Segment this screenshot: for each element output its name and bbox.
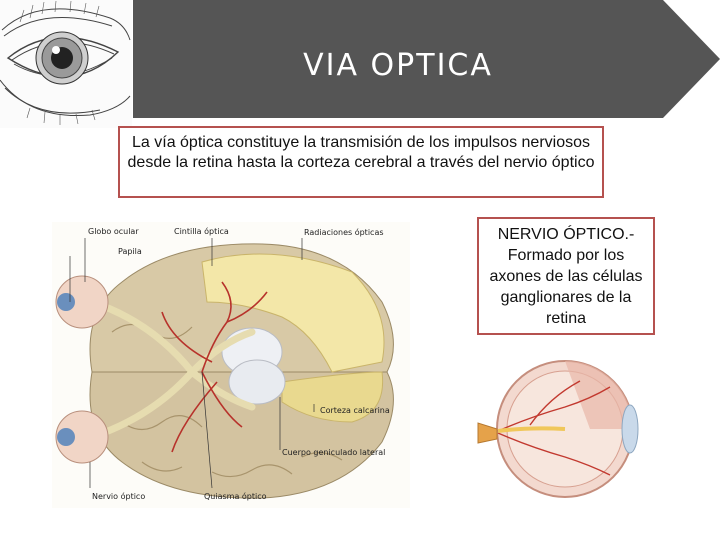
label-radiaciones-opticas: Radiaciones ópticas xyxy=(304,228,384,237)
definition-text: La vía óptica constituye la transmisión de los impulsos nerviosos desde la retina hasta la corteza cerebral a través del nervio óptico xyxy=(127,134,595,171)
label-quiasma-optico: Quiasma óptico xyxy=(204,492,267,501)
page-title: VIA OPTICA xyxy=(303,47,493,83)
definition-box xyxy=(118,126,604,198)
label-cintilla-optica: Cintilla óptica xyxy=(174,227,229,236)
optic-nerve-text: NERVIO ÓPTICO.- Formado por los axones de las células ganglionares de la retina xyxy=(489,226,643,327)
label-nervio-optico: Nervio óptico xyxy=(92,492,146,501)
label-globo-ocular: Globo ocular xyxy=(88,227,139,236)
brain-illustration xyxy=(52,222,410,508)
label-cuerpo-geniculado: Cuerpo geniculado lateral xyxy=(282,448,386,457)
label-papila: Papila xyxy=(118,247,142,256)
optic-pathway-diagram xyxy=(52,222,410,508)
eyeball-cross-section-icon xyxy=(470,347,662,507)
optic-nerve-box xyxy=(477,217,655,335)
eye-sketch-icon xyxy=(0,0,132,128)
label-corteza-calcarina: Corteza calcarina xyxy=(320,406,390,415)
